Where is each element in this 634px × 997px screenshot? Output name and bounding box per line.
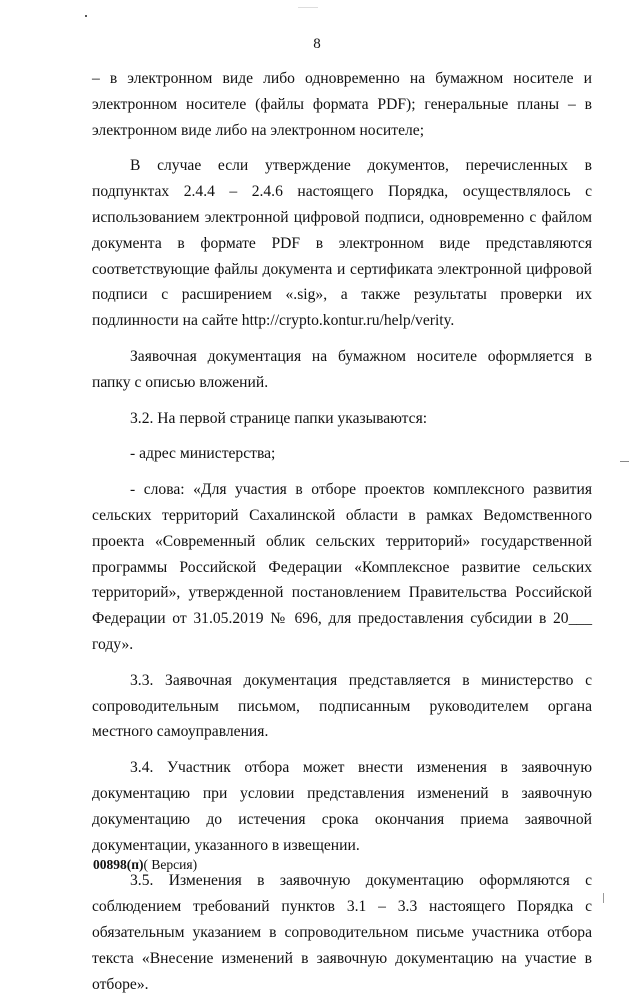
paragraph-electronic-format: – в электронном виде либо одновременно на бумажном носителе и электронном носителе (файлы формата PDF); генеральные планы – в электронном виде либо на электронном носителе;: [92, 70, 592, 139]
paragraph-section-3-3: 3.3. Заявочная документация представляется в министерство с сопроводительным письмом, подписанным руководителем органа местного самоуправления.: [92, 671, 592, 741]
paragraph-section-3-5: 3.5. Изменения в заявочную документацию оформляются с соблюдением требований пунктов 3.1 – 3.3 настоящего Порядка с обязательным указанием в сопроводительном письме участника отбора текста «Внесение изменений в заявочную документацию на участие в отборе».: [92, 872, 592, 993]
document-version: ( Версия): [143, 857, 198, 872]
paragraph-section-3-4: 3.4. Участник отбора может внести изменения в заявочную документацию при условии представления изменений в заявочную документацию до истечения срока окончания приема заявочной документации, указанного в извещении.: [92, 759, 592, 854]
scan-artifact: [85, 15, 87, 17]
list-item-ministry-address: - адрес министерства;: [130, 445, 276, 463]
page-number: 8: [313, 36, 321, 52]
scan-artifact: [620, 461, 629, 462]
document-footer: [93, 857, 197, 873]
paragraph-paper-folder: Заявочная документация на бумажном носителе оформляется в папку с описью вложений.: [92, 347, 592, 391]
paragraph-digital-signature: В случае если утверждение документов, перечисленных в подпунктах 2.4.4 – 2.4.6 настоящего Порядка, осуществлялось с использованием электронной цифровой подписи, одновременно с файлом документа в формате PDF в электронном виде представляются соответствующие файлы документа и сертификата электронной цифровой подписи с расширением «.sig», а также результаты проверки их подлинности на сайте http://crypto.kontur.ru/help/verity.: [92, 157, 592, 330]
list-item-words: - слова: «Для участия в отборе проектов комплексного развития сельских территорий Сахалинской области в рамках Ведомственного проекта «Современный облик сельских территорий» государственной программы Российской Федерации «Комплексное развитие сельских территорий», утвержденной постановлением Правительства Российской Федерации от 31.05.2019 № 696, для предоставления субсидии в 20___ году».: [92, 481, 592, 653]
document-code: 00898(п): [93, 857, 144, 872]
paragraph-section-3-2: 3.2. На первой странице папки указываются:: [130, 409, 428, 427]
scan-artifact: [603, 893, 604, 903]
scan-artifact: [298, 7, 318, 8]
